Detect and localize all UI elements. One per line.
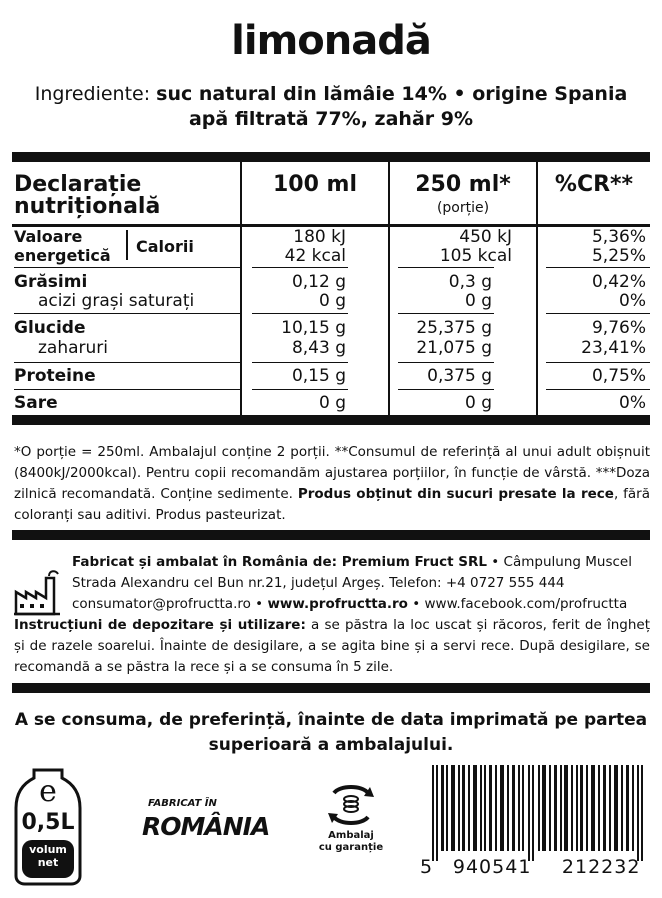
ingredients [0, 82, 662, 132]
notes-rest: , fără coloranți sau aditivi. Produs pasteurizat. [14, 486, 650, 523]
row-sep [398, 389, 494, 390]
energy-100-kcal: 42 kcal [284, 246, 346, 266]
row-sep [546, 362, 650, 363]
energy-label-2: energetică [14, 246, 111, 265]
row-sep [252, 267, 348, 268]
header-250ml: 250 ml* [415, 172, 511, 197]
barcode-icon [432, 765, 644, 861]
energy-250-kcal: 105 kcal [439, 246, 512, 266]
storage-instructions [14, 615, 650, 678]
barcode-group1: 940541 [452, 856, 532, 878]
row-sep [252, 313, 348, 314]
notes [14, 442, 650, 526]
product-title: limonadă [231, 18, 431, 64]
row-sep [546, 389, 650, 390]
preference-top-rule [12, 683, 650, 693]
carb-label: Glucide [14, 318, 86, 338]
row-sep [14, 389, 240, 390]
energy-250-kj: 450 kJ [459, 227, 512, 247]
notes-text: *O porție = 250ml. Ambalajul conține 2 porții. **Consumul de referință al unui adult obișnuit (8400kJ/2000kcal). Pentru copii recomandăm ajustarea porțiilor, în funcție de vârstă. ***Doza zilnică recomandată. Conține sedimente. [14, 444, 650, 502]
carb-cr: 9,76% [591, 318, 646, 338]
producer-bold: Fabricat și ambalat în România de: Premium Fruct SRL [72, 554, 487, 570]
producer-facebook: www.facebook.com/profructta [424, 596, 628, 612]
fat-cr: 0,42% [591, 272, 646, 292]
barcode-number [420, 856, 656, 878]
header-portion: (porție) [436, 200, 490, 216]
row-sep [398, 267, 494, 268]
row-sep [14, 362, 240, 363]
fat-label: Grăsimi [14, 272, 88, 292]
sat-label: acizi grași saturați [38, 291, 195, 311]
carb-100: 10,15 g [281, 318, 346, 338]
row-sep [546, 313, 650, 314]
recycle-label-1: Ambalaj [328, 830, 374, 841]
row-sep [398, 362, 494, 363]
producer-website: www.profructta.ro [267, 596, 408, 612]
ingredients-line2: apă filtrată 77%, zahăr 9% [188, 108, 474, 130]
row-sep [252, 362, 348, 363]
recycle-label [316, 830, 386, 854]
producer-info: Fabricat și ambalat în România de: Premium Fruct SRL • Câmpulung Muscel Strada Alexandru cel Bun nr.21, județul Argeș. Telefon: +4 0727 555 444 consumator@profructta.ro • www.profructta.ro • www.facebook.com/profructta [72, 552, 650, 615]
ingredients-label: Ingrediente: [34, 83, 157, 105]
row-sep [14, 267, 240, 268]
producer-address: Strada Alexandru cel Bun nr.21, județul Argeș. Telefon: +4 0727 555 444 [72, 575, 565, 591]
sugar-250: 21,075 g [416, 338, 492, 358]
row-sep [14, 313, 240, 314]
notes-bold: Produs obținut din sucuri presate la rece [297, 486, 614, 502]
protein-250: 0,375 g [427, 366, 492, 386]
sugar-label: zaharuri [38, 338, 109, 358]
storage-bold: Instrucțiuni de depozitare și utilizare: [14, 617, 306, 633]
protein-100: 0,15 g [291, 366, 346, 386]
producer-top-rule [12, 530, 650, 540]
best-before-line2: superioară a ambalajului. [208, 735, 454, 755]
row-sep [398, 313, 494, 314]
energy-cr-kj: 5,36% [591, 227, 646, 247]
table-top-rule [12, 152, 650, 162]
volume-label-2: net [37, 856, 59, 869]
header-cr: %CR** [554, 172, 634, 197]
best-before-line1: A se consuma, de preferință, înainte de data imprimată pe partea [14, 710, 648, 730]
barcode-group2: 212232 [561, 856, 641, 878]
salt-cr: 0% [619, 393, 646, 413]
energy-cr-kcal: 5,25% [591, 246, 646, 266]
salt-label: Sare [14, 393, 58, 413]
volume-label [22, 843, 74, 869]
volume-label-1: volum [29, 843, 67, 856]
salt-250: 0 g [464, 393, 492, 413]
storage-text: a se păstra la loc uscat și răcoros, ferit de îngheț și de razele soarelui. Înainte de desigilare, a se agita bine și a servi rece. După desigilare, se recomandă a se păstra la rece și a se consuma în 5 zile. [14, 617, 651, 675]
estimated-sign: e [39, 774, 57, 809]
producer-email: consumator@profructta.ro [72, 596, 251, 612]
energy-100-kj: 180 kJ [293, 227, 346, 247]
made-in-small: FABRICAT ÎN [148, 798, 217, 809]
sugar-cr: 23,41% [581, 338, 646, 358]
factory-icon [12, 568, 62, 618]
producer-city: • Câmpulung Muscel [487, 554, 632, 570]
sugar-100: 8,43 g [291, 338, 346, 358]
sat-100: 0 g [318, 291, 346, 311]
protein-cr: 0,75% [591, 366, 646, 386]
header-100ml: 100 ml [272, 172, 358, 197]
sat-cr: 0% [619, 291, 646, 311]
sat-250: 0 g [464, 291, 492, 311]
header-declaration: Declarație [14, 172, 142, 197]
made-in-romania: ROMÂNIA [142, 812, 270, 841]
fat-100: 0,12 g [291, 272, 346, 292]
row-sep [252, 389, 348, 390]
best-before-note [0, 708, 662, 758]
ingredients-line1: suc natural din lămâie 14% • origine Spania [156, 83, 628, 105]
volume-value: 0,5L [21, 810, 75, 835]
barcode-first: 5 [420, 856, 434, 878]
energy-label-1: Valoare [14, 227, 83, 246]
energy-calories-label: Calorii [136, 237, 194, 256]
row-sep [546, 267, 650, 268]
recycle-label-2: cu garanție [318, 842, 384, 853]
protein-label: Proteine [14, 366, 96, 386]
carb-250: 25,375 g [416, 318, 492, 338]
salt-100: 0 g [318, 393, 346, 413]
header-nutritional: nutrițională [14, 194, 161, 219]
table-bottom-rule [12, 415, 650, 425]
recycle-icon [322, 783, 380, 827]
energy-divider [126, 230, 128, 260]
fat-250: 0,3 g [448, 272, 492, 292]
